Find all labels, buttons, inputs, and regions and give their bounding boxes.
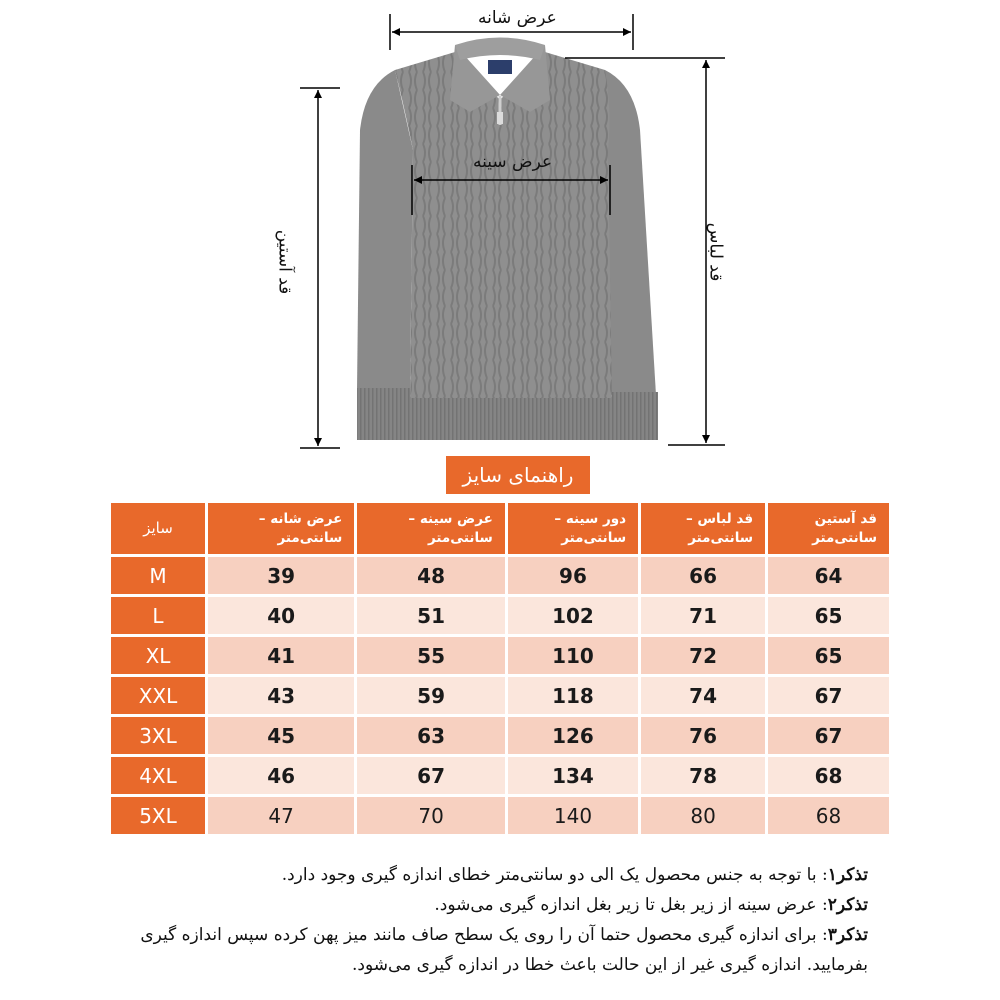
- length-cell: 74: [641, 677, 765, 714]
- shoulder-cell: 46: [208, 757, 354, 794]
- chest-circ-cell: 134: [508, 757, 638, 794]
- note-2-label: تذکر۲: [827, 895, 868, 915]
- collar-back: [455, 38, 545, 61]
- sleeve-cell: 67: [768, 717, 889, 754]
- note-3: [108, 920, 868, 980]
- sleeve-cell: 65: [768, 637, 889, 674]
- shoulder-width-label: عرض شانه: [478, 8, 557, 28]
- note-3-label: تذکر۳: [827, 925, 868, 945]
- size-cell: XXL: [111, 677, 205, 714]
- length-cell: 71: [641, 597, 765, 634]
- chest-width-label: عرض سینه: [473, 152, 553, 172]
- zipper-pull: [497, 112, 503, 124]
- chest-width-cell: 55: [357, 637, 505, 674]
- chest-width-cell: 67: [357, 757, 505, 794]
- sleeve-length-label: قد آستین: [274, 229, 295, 295]
- left-sleeve: [357, 70, 413, 392]
- sleeve-cell: 65: [768, 597, 889, 634]
- size-cell: L: [111, 597, 205, 634]
- shoulder-cell: 41: [208, 637, 354, 674]
- header-length: قد لباس – سانتی‌متر: [641, 503, 765, 554]
- header-size: سایز: [111, 503, 205, 554]
- sleeve-cell: 64: [768, 557, 889, 594]
- chest-circ-cell: 96: [508, 557, 638, 594]
- shoulder-cell: 43: [208, 677, 354, 714]
- shoulder-cell: 47: [208, 797, 354, 834]
- chest-circ-cell: 118: [508, 677, 638, 714]
- size-cell: XL: [111, 637, 205, 674]
- label-tag: [488, 60, 512, 74]
- note-3-text: : برای اندازه گیری محصول حتما آن را روی یک سطح صاف مانند میز پهن کرده سپس اندازه گیری بفرمایید. اندازه گیری غیر از این حالت باعث خطا در اندازه گیری می‌شود.: [140, 925, 868, 975]
- size-guide-title: راهنمای سایز: [446, 456, 590, 494]
- note-1-text: : با توجه به جنس محصول یک الی دو سانتی‌متر خطای اندازه گیری وجود دارد.: [281, 865, 828, 885]
- sweater-body: [395, 52, 612, 400]
- chest-circ-cell: 140: [508, 797, 638, 834]
- table-row: [111, 637, 889, 674]
- table-row: [111, 797, 889, 834]
- shoulder-cell: 40: [208, 597, 354, 634]
- garment-length-label: قد لباس: [705, 222, 726, 282]
- sleeve-cell: 68: [768, 797, 889, 834]
- note-1: [108, 860, 868, 890]
- notes-section: [108, 860, 868, 980]
- table-row: [111, 677, 889, 714]
- size-cell: 5XL: [111, 797, 205, 834]
- chest-width-cell: 51: [357, 597, 505, 634]
- length-cell: 80: [641, 797, 765, 834]
- length-cell: 66: [641, 557, 765, 594]
- sweater-illustration: [0, 0, 1000, 455]
- chest-circ-cell: 110: [508, 637, 638, 674]
- note-2-text: : عرض سینه از زیر بغل تا زیر بغل اندازه گیری می‌شود.: [434, 895, 828, 915]
- size-cell: 4XL: [111, 757, 205, 794]
- table-header-row: [111, 503, 889, 554]
- size-table: [108, 500, 892, 837]
- garment-diagram: [0, 0, 1000, 455]
- header-chest-circumference: دور سینه – سانتی‌متر: [508, 503, 638, 554]
- size-cell: M: [111, 557, 205, 594]
- shoulder-cell: 39: [208, 557, 354, 594]
- chest-width-cell: 70: [357, 797, 505, 834]
- header-sleeve: قد آستین سانتی‌متر: [768, 503, 889, 554]
- note-1-label: تذکر۱: [827, 865, 868, 885]
- right-cuff: [612, 392, 658, 440]
- chest-circ-cell: 102: [508, 597, 638, 634]
- table-row: [111, 557, 889, 594]
- length-cell: 76: [641, 717, 765, 754]
- chest-width-cell: 59: [357, 677, 505, 714]
- table-row: [111, 717, 889, 754]
- waistband: [410, 398, 612, 440]
- header-chest-width: عرض سینه – سانتی‌متر: [357, 503, 505, 554]
- shoulder-cell: 45: [208, 717, 354, 754]
- length-cell: 72: [641, 637, 765, 674]
- length-cell: 78: [641, 757, 765, 794]
- size-cell: 3XL: [111, 717, 205, 754]
- left-cuff: [357, 388, 410, 440]
- table-row: [111, 757, 889, 794]
- sleeve-cell: 68: [768, 757, 889, 794]
- chest-width-cell: 48: [357, 557, 505, 594]
- table-row: [111, 597, 889, 634]
- chest-width-cell: 63: [357, 717, 505, 754]
- header-shoulder: عرض شانه – سانتی‌متر: [208, 503, 354, 554]
- note-2: [108, 890, 868, 920]
- chest-circ-cell: 126: [508, 717, 638, 754]
- sleeve-cell: 67: [768, 677, 889, 714]
